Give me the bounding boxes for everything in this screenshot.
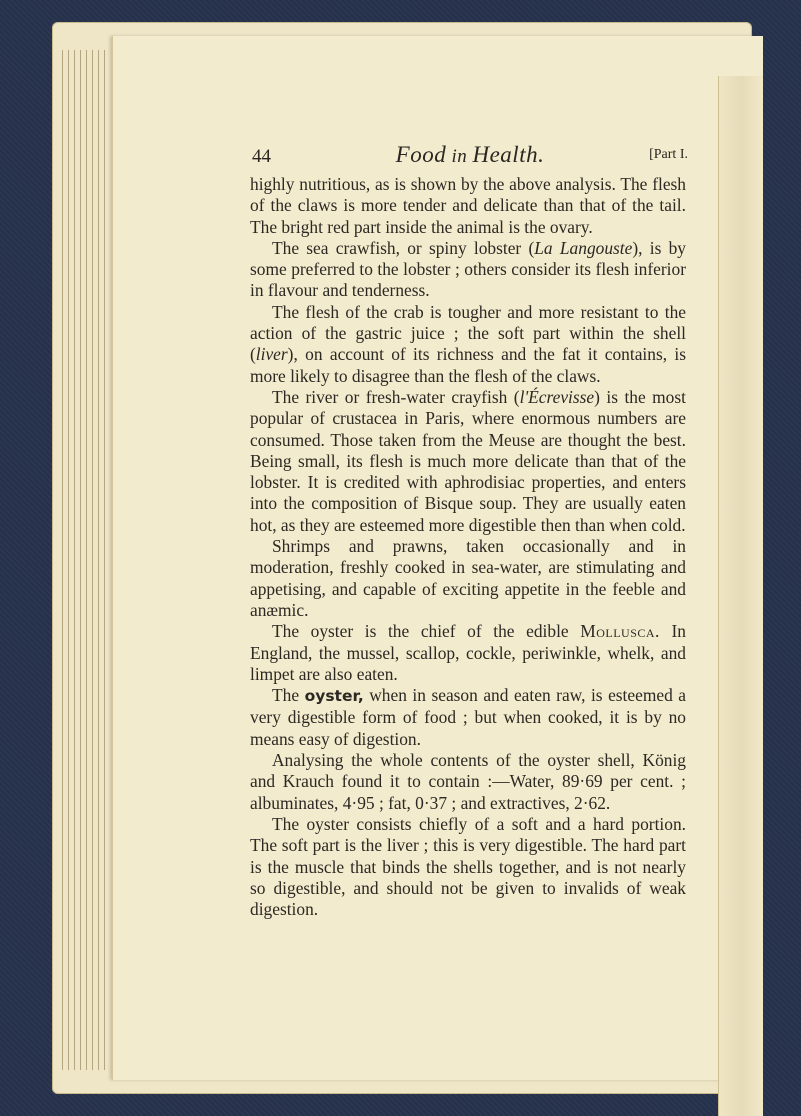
body-text (250, 174, 686, 920)
paragraph: highly nutritious, as is shown by the above analysis. The flesh of the claws is more tender and delicate than that of the tail. The bright red part inside the animal is the ovary. (250, 174, 686, 237)
paragraph: The oyster consists chiefly of a soft and a hard portion. The soft part is the liver ; this is very digestible. The hard part is the muscle that binds the shells together, and is not nearly so digestible, and should not be given to invalids of weak digestion. (250, 813, 686, 920)
page-edge-line (74, 50, 75, 1070)
paragraph: Shrimps and prawns, taken occasionally and in moderation, freshly cooked in sea-water, are stimulating and appetising, and capable of exciting appetite in the feeble and anæmic. (250, 536, 686, 620)
page-fold-shadow (718, 76, 763, 1116)
running-header (252, 140, 688, 174)
paragraph: The oyster, when in season and eaten raw, is esteemed a very digestible form of food ; but when cooked, it is by no means easy of digestion. (250, 685, 686, 749)
running-title: Food in Health. (395, 142, 545, 167)
page-edge-line (62, 50, 63, 1070)
page-edge-line (104, 50, 105, 1070)
paragraph: Analysing the whole contents of the oyster shell, König and Krauch found it to contain :—Water, 89·69 per cent. ; albuminates, 4·95 ; fat, 0·37 ; and extractives, 2·62. (250, 750, 686, 813)
paragraph: The river or fresh-water crayfish (l'Écrevisse) is the most popular of crustacea in Paris, where enormous numbers are consumed. Those taken from the Meuse are thought the best. Being small, its flesh is much more delicate than that of the lobster. It is credited with aphrodisiac properties, and enters into the composition of Bisque soup. They are usually eaten hot, as they are esteemed more digestible then than when cold. (250, 386, 686, 535)
paragraph: The flesh of the crab is tougher and more resistant to the action of the gastric juice ; the soft part within the shell (liver), on account of its richness and the fat it contains, is more likely to disagree than the flesh of the claws. (250, 301, 686, 386)
page-edge-line (92, 50, 93, 1070)
page-edge-line (80, 50, 81, 1070)
page-edge-line (86, 50, 87, 1070)
paragraph: The sea crawfish, or spiny lobster (La Langouste), is by some preferred to the lobster ; others consider its flesh inferior in flavour and tenderness. (250, 237, 686, 301)
paragraph: The oyster is the chief of the edible Mollusca. In England, the mussel, scallop, cockle, periwinkle, whelk, and limpet are also eaten. (250, 621, 686, 684)
page-edge-line (68, 50, 69, 1070)
page-number: 44 (252, 146, 271, 167)
page-edge-line (98, 50, 99, 1070)
part-label: [Part I. (649, 147, 688, 162)
